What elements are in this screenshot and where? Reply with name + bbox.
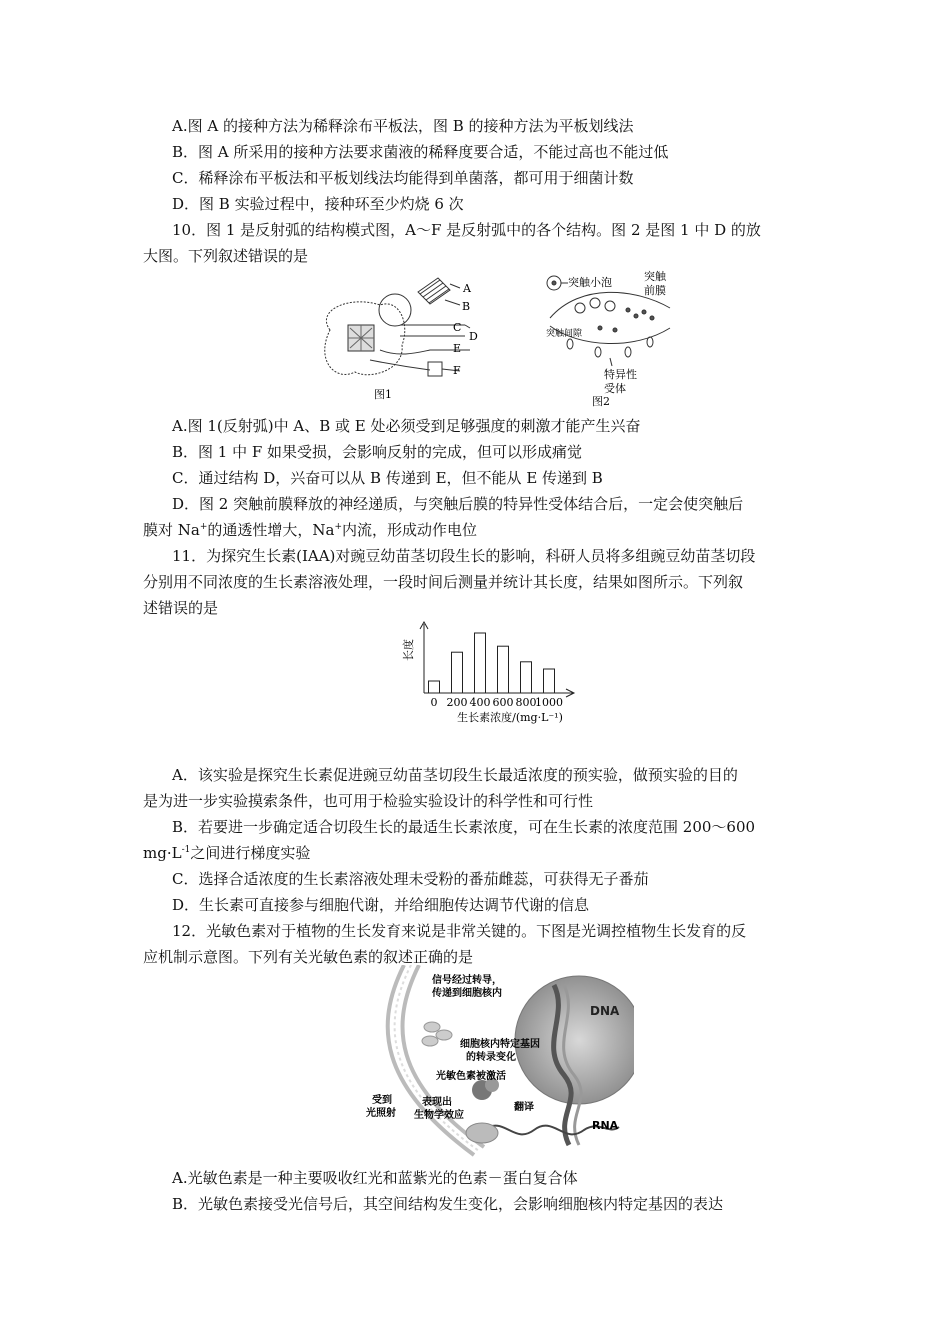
- fig1-label-d: D: [469, 330, 478, 343]
- tick-label-0: 0: [430, 696, 438, 709]
- fig1-label-c: C: [453, 321, 462, 334]
- bar-200: [452, 652, 463, 693]
- chart-x-label: 生长素浓度/(mg·L⁻¹): [457, 711, 563, 724]
- fig12-effect1: 表现出: [422, 1097, 452, 1108]
- bar-1000: [544, 669, 555, 693]
- fig12-rna: RNA: [592, 1119, 619, 1132]
- fig12-translate: 翻译: [514, 1102, 534, 1113]
- chart-y-label: 长度: [402, 639, 415, 661]
- bar-0: [429, 681, 440, 693]
- fig12-dna: DNA: [590, 1004, 620, 1018]
- synapse-figure: [540, 268, 680, 408]
- q9-option-b: B．图 A 所采用的接种方法要求菌液的稀释度要合适，不能过高也不能过低: [172, 143, 669, 161]
- q11-option-b-line1: B．若要进一步确定适合切段生长的最适生长素浓度，可在生长素的浓度范围 200～600: [172, 818, 756, 836]
- tick-label-600: 600: [492, 696, 514, 709]
- fig1-label-a: A: [463, 282, 471, 295]
- q11-option-c: C．选择合适浓度的生长素溶液处理未受粉的番茄雌蕊，可获得无子番茄: [172, 870, 649, 888]
- reflex-arc-figure: [310, 270, 480, 410]
- q11-stem-line3: 述错误的是: [143, 599, 219, 617]
- fig1-caption: 图1: [374, 388, 392, 401]
- fig12-activated: 光敏色素被激活: [436, 1071, 506, 1082]
- q10-option-d-line2: 膜对 Na+的通透性增大，Na+内流，形成动作电位: [143, 521, 478, 539]
- fig2-label-pre2: 前膜: [644, 284, 666, 297]
- q11-option-a-line2: 是为进一步实验摸索条件，也可用于检验实验设计的科学性和可行性: [143, 792, 594, 810]
- q11-stem-line1: 11．为探究生长素(IAA)对豌豆幼苗茎切段生长的影响，科研人员将多组豌豆幼苗茎切段: [172, 547, 756, 565]
- fig1-label-e: E: [453, 342, 462, 355]
- q9-option-d: D．图 B 实验过程中，接种环至少灼烧 6 次: [172, 195, 464, 213]
- q11-option-d: D．生长素可直接参与细胞代谢，并给细胞传达调节代谢的信息: [172, 896, 590, 914]
- fig2-label-receptor2: 受体: [604, 382, 626, 395]
- q11-option-b-line2: $mg\cdot L^{-1}$之间进行梯度实验: [143, 844, 311, 862]
- q9-option-a: A.图 A 的接种方法为稀释涂布平板法，图 B 的接种方法为平板划线法: [172, 117, 634, 135]
- q12-stem-line1: 12．光敏色素对于植物的生长发育来说是非常关键的。下图是光调控植物生长发育的反: [172, 922, 747, 940]
- q10-option-d-line1: D．图 2 突触前膜释放的神经递质，与突触后膜的特异性受体结合后，一定会使突触后: [172, 495, 744, 513]
- fig1-label-b: B: [462, 300, 471, 313]
- fig2-label-cleft: 突触间隙: [546, 329, 583, 339]
- fig12-gene2: 的转录变化: [466, 1052, 516, 1063]
- q11-stem-line2: 分别用不同浓度的生长素溶液处理，一段时间后测量并统计其长度，结果如图所示。下列叙: [143, 573, 744, 591]
- q10-stem-line1: 10．图 1 是反射弧的结构模式图，A～F 是反射弧中的各个结构。图 2 是图 1 中 D 的放: [172, 221, 761, 239]
- tick-label-800: 800: [515, 696, 537, 709]
- iaa-bar-chart: [398, 620, 598, 730]
- fig2-label-pre1: 突触: [644, 270, 666, 283]
- q12-option-a: A.光敏色素是一种主要吸收红光和蓝紫光的色素－蛋白复合体: [172, 1169, 578, 1187]
- phytochrome-mechanism-figure: [364, 965, 634, 1165]
- fig12-effect2: 生物学效应: [414, 1110, 464, 1121]
- tick-label-1000: 1000: [535, 696, 563, 709]
- fig12-light2: 光照射: [366, 1108, 396, 1119]
- q10-option-c: C．通过结构 D，兴奋可以从 B 传递到 E，但不能从 E 传递到 B: [172, 469, 603, 487]
- fig1-label-f: F: [453, 364, 461, 377]
- tick-label-400: 400: [469, 696, 491, 709]
- fig12-light1: 受到: [372, 1095, 392, 1106]
- bar-400: [475, 633, 486, 693]
- tick-label-200: 200: [446, 696, 468, 709]
- q10-stem-line2: 大图。下列叙述错误的是: [143, 247, 309, 265]
- fig12-gene1: 细胞核内特定基因: [460, 1039, 540, 1050]
- q9-option-c: C．稀释涂布平板法和平板划线法均能得到单菌落，都可用于细菌计数: [172, 169, 634, 187]
- q12-option-b: B．光敏色素接受光信号后，其空间结构发生变化，会影响细胞核内特定基因的表达: [172, 1195, 724, 1213]
- q11-option-a-line1: A．该实验是探究生长素促进豌豆幼苗茎切段生长最适浓度的预实验，做预实验的目的: [172, 766, 738, 784]
- fig2-caption: 图2: [592, 395, 610, 408]
- q10-option-a: A.图 1(反射弧)中 A、B 或 E 处必须受到足够强度的刺激才能产生兴奋: [172, 417, 641, 435]
- fig12-signal1: 信号经过转导，: [432, 975, 502, 986]
- fig12-signal2: 传递到细胞核内: [432, 988, 502, 999]
- bar-800: [521, 662, 532, 693]
- bar-600: [498, 646, 509, 693]
- ribosome: [466, 1123, 498, 1143]
- fig2-label-vesicle: 突触小泡: [568, 276, 612, 289]
- q10-option-b: B．图 1 中 F 如果受损，会影响反射的完成，但可以形成痛觉: [172, 443, 583, 461]
- fig2-label-receptor1: 特异性: [604, 368, 637, 381]
- q12-stem-line2: 应机制示意图。下列有关光敏色素的叙述正确的是: [143, 948, 474, 966]
